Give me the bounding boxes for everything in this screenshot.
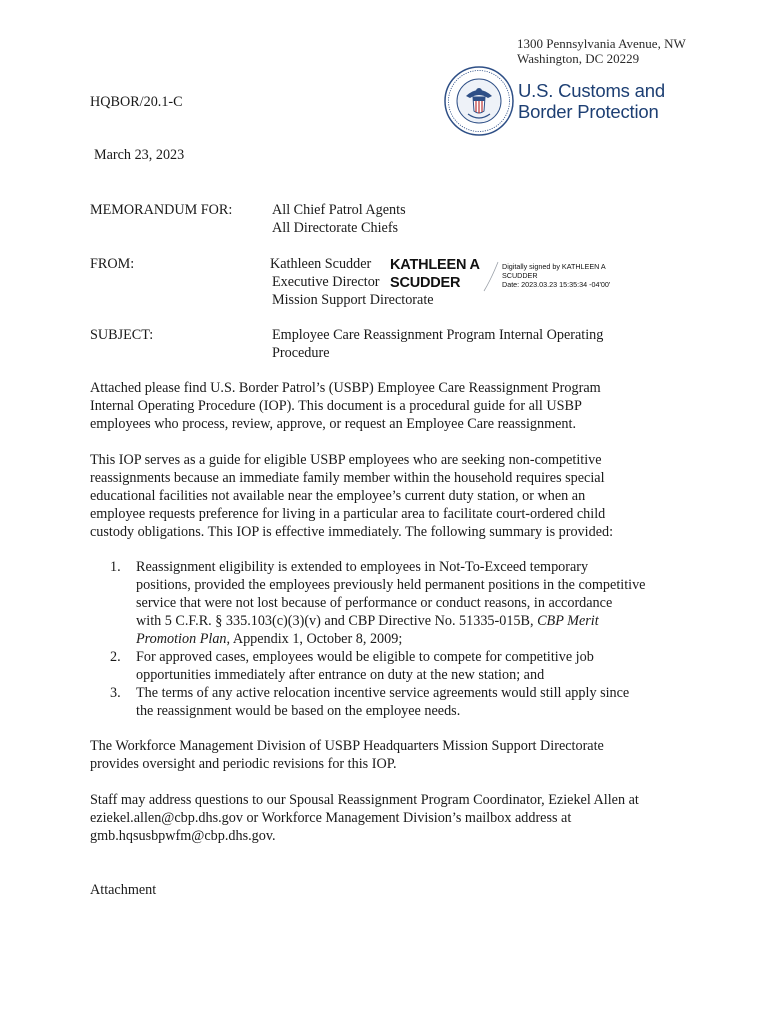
text-run-italic: Promotion Plan [136,631,227,647]
text-run: , Appendix 1, October 8, 2009; [226,631,403,647]
list-number: 3. [110,685,121,701]
digital-signature-name [390,256,480,292]
paragraph-attached [90,379,680,433]
from-title: Executive Director [272,274,380,290]
recipient-line: All Directorate Chiefs [272,220,399,236]
text-run-italic: CBP Merit [537,613,599,629]
paragraph-contact [90,791,680,845]
recipient-line: All Chief Patrol Agents [272,202,406,218]
text-line: gmb.hqsusbpwfm@cbp.dhs.gov. [90,828,276,844]
text-line: Reassignment eligibility is extended to employees in Not-To-Exceed temporary [136,559,589,575]
text-line: The Workforce Management Division of USBP Headquarters Mission Support Directorate [90,738,604,754]
text-line: reassignments because an immediate family member within the household requires special [90,470,605,486]
memo-date: March 23, 2023 [94,147,185,163]
subject-line: Procedure [272,345,330,361]
signature-stroke-icon [480,258,504,294]
text-line: For approved cases, employees would be eligible to compete for competitive job [136,649,594,665]
memo-reference: HQBOR/20.1-C [90,94,183,110]
list-number: 2. [110,649,121,665]
signature-info-line: SCUDDER [502,271,538,280]
paragraph-oversight [90,737,680,773]
from-org: Mission Support Directorate [272,292,434,308]
address-line: Washington, DC 20229 [517,51,640,66]
cbp-seal-icon [444,66,514,136]
text-line: employees who process, review, approve, or request an Employee Care reassignment. [90,416,577,432]
text-line [136,630,690,648]
digital-signature-info [502,262,622,289]
text-line: Staff may address questions to our Spousal Reassignment Program Coordinator, Eziekel Allen at [90,792,639,808]
text-line: opportunities immediately after entrance on duty at the new station; and [136,667,545,683]
subject-label: SUBJECT: [90,327,154,343]
text-line: Internal Operating Procedure (IOP). This document is a procedural guide for all USBP [90,398,582,414]
list-item [110,684,690,720]
from-name: Kathleen Scudder [270,256,372,272]
signature-info-line: Digitally signed by KATHLEEN A [502,262,606,271]
memorandum-for-label: MEMORANDUM FOR: [90,202,233,218]
signature-name-line: SCUDDER [390,275,461,291]
subject-line: Employee Care Reassignment Program Internal Operating [272,327,604,343]
text-line: eziekel.allen@cbp.dhs.gov or Workforce Management Division’s mailbox address at [90,810,572,826]
letterhead-address [517,36,686,66]
paragraph-iop-guide [90,451,680,541]
text-line: positions, provided the employees previously held permanent positions in the competitive [136,577,646,593]
text-line [136,612,690,630]
text-run: with 5 C.F.R. § 335.103(c)(3)(v) and CBP Directive No. 51335-015B, [136,613,538,629]
signature-info-line: Date: 2023.03.23 15:35:34 -04'00' [502,280,611,289]
text-line: Attached please find U.S. Border Patrol’s (USBP) Employee Care Reassignment Program [90,380,601,396]
attachment-label: Attachment [90,882,157,898]
text-line: The terms of any active relocation incentive service agreements would still apply since [136,685,630,701]
agency-line: Border Protection [518,101,659,122]
subject-text [272,326,603,362]
list-number: 1. [110,559,121,575]
from-label: FROM: [90,256,135,272]
memorandum-for-recipients [272,201,406,237]
agency-name [518,80,665,122]
signature-name-line: KATHLEEN A [390,257,480,273]
text-line: the reassignment would be based on the employee needs. [136,703,461,719]
text-line: provides oversight and periodic revisions for this IOP. [90,756,397,772]
text-line: service that were not lost because of performance or conduct reasons, in accordance [136,595,613,611]
list-item [110,558,690,648]
address-line: 1300 Pennsylvania Avenue, NW [517,36,686,51]
text-line: employee requests preference for living in a particular area to facilitate court-ordered child [90,506,606,522]
summary-list [110,558,690,720]
agency-line: U.S. Customs and [518,80,665,101]
text-line: custody obligations. This IOP is effective immediately. The following summary is provided: [90,524,614,540]
text-line: This IOP serves as a guide for eligible USBP employees who are seeking non-competitive [90,452,602,468]
text-line: educational facilities not available near the employee’s current duty station, or when an [90,488,586,504]
list-item [110,648,690,684]
